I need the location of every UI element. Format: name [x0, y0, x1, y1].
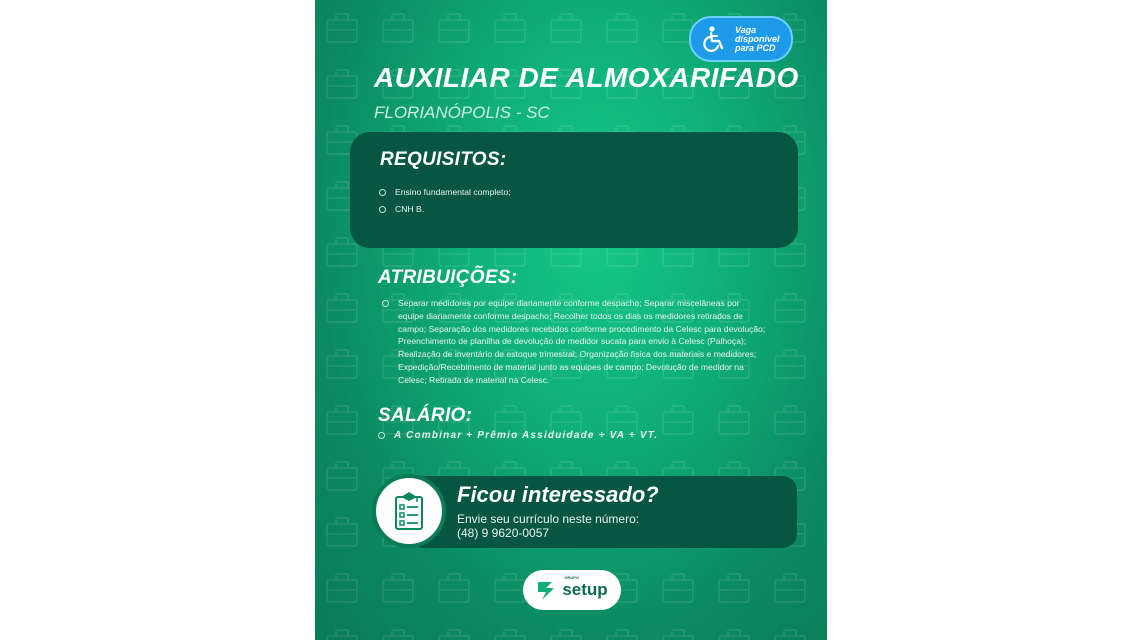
salary-item — [378, 430, 658, 441]
salary-text: A Combinar + Prêmio Assiduidade + VA + VT. — [394, 430, 659, 441]
requirement-item — [379, 203, 424, 216]
resume-icon — [389, 489, 429, 533]
duties-item — [382, 297, 766, 387]
setup-logo-icon — [536, 578, 558, 602]
logo-name: setup — [562, 580, 608, 599]
bullet-icon — [379, 189, 386, 196]
requirement-item — [379, 186, 511, 199]
job-location: FLORIANÓPOLIS - SC — [374, 103, 550, 122]
duties-heading: ATRIBUIÇÕES: — [378, 267, 518, 288]
cta-contact-text: Envie seu currículo neste número: (48) 9 9620-0057 — [457, 512, 640, 540]
requirements-heading: REQUISITOS: — [380, 149, 507, 170]
requirement-text: CNH B. — [395, 204, 425, 214]
bullet-icon — [379, 206, 386, 213]
bullet-icon — [378, 432, 385, 439]
resume-badge — [372, 474, 446, 548]
duties-text: Separar medidores por equipe diariamente conforme despacho; Separar miscelâneas por equipe diariamente conforme despacho; Recolher todos os dias os medidores retirados de campo; Separação dos medidores recebidos conforme procedimento da Celesc para devolução; Preenchimento de planilha de devolução de medidor sucata para envio à Celesc (Palhoça); Realização de inventário de estoque trimestral; Organização física dos materiais e medidores; Expedição/Recebimento de material junto as equipes de campo; Devolução de medidor na Celesc; Retirada de material na Celesc. — [398, 298, 766, 385]
pcd-badge-text: Vaga disponível para PCD — [735, 24, 780, 53]
requirement-text: Ensino fundamental completo; — [395, 187, 511, 197]
company-logo — [523, 570, 621, 610]
job-title: AUXILIAR DE ALMOXARIFADO — [374, 62, 799, 93]
salary-heading: SALÁRIO: — [378, 405, 473, 426]
cta-title: Ficou interessado? — [457, 482, 659, 507]
pcd-badge — [689, 16, 793, 62]
job-poster — [315, 0, 827, 640]
wheelchair-icon — [699, 24, 729, 54]
logo-group-label: GRUPO — [564, 575, 579, 580]
bullet-icon — [382, 300, 389, 307]
